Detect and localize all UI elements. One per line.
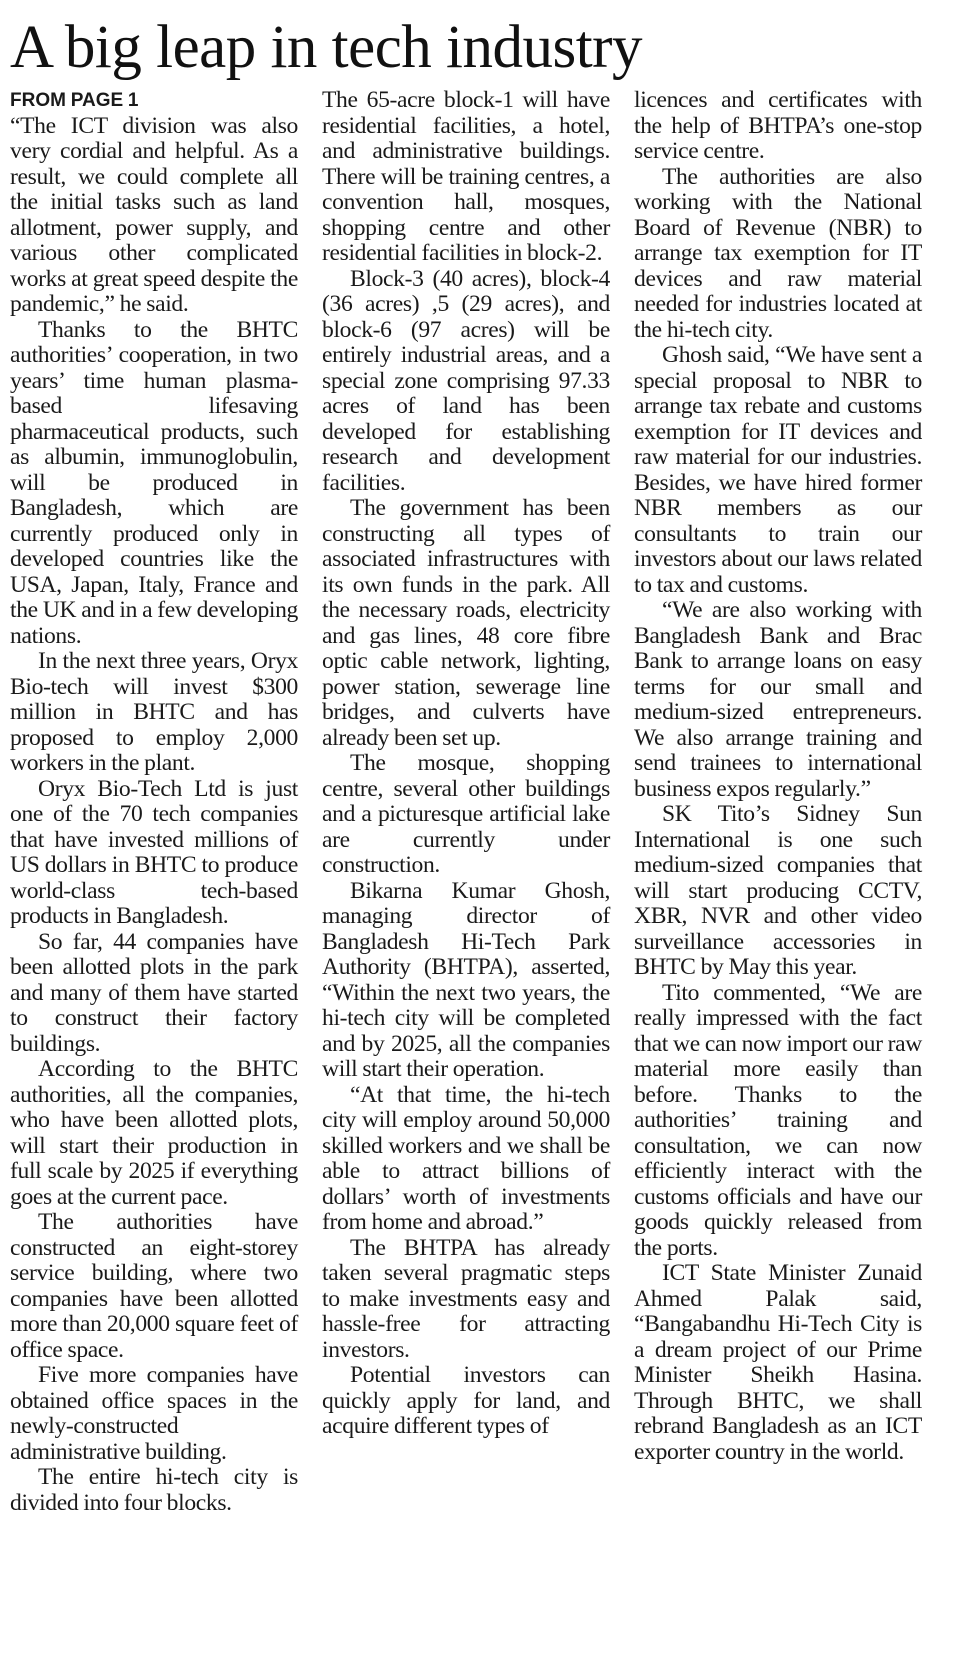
paragraph: Tito commented, “We are really impressed with the fact that we can now import our raw material more easily than before. Thanks to the authorities’ training and consultation, we can now efficiently interact with the customs officials and have our goods quickly released from the ports. <box>634 979 922 1261</box>
paragraph: “We are also working with Bangladesh Bank and Brac Bank to arrange loans on easy terms for our small and medium-sized entrepreneurs. We also arrange training and send trainees to international business expos regularly.” <box>634 597 922 802</box>
paragraph: ICT State Minister Zunaid Ahmed Palak said, “Bangabandhu Hi-Tech City is a dream project of our Prime Minister Sheikh Hasina. Through BHTC, we shall rebrand Bangladesh as an ICT exporter country in the world. <box>634 1260 922 1465</box>
paragraph: The entire hi-tech city is divided into four blocks. <box>10 1464 298 1516</box>
paragraph: Thanks to the BHTC authorities’ cooperation, in two years’ time human plasma-based lifesaving pharmaceutical products, such as albumin, immunoglobulin, will be produced in Bangladesh, which are currently produced only in developed countries like the USA, Japan, Italy, France and the UK and in a few developing nations. <box>10 316 298 649</box>
paragraph: The government has been constructing all types of associated infrastructures with its own funds in the park. All the necessary roads, electricity and gas lines, 48 core fibre optic cable network, lighting, power station, sewerage line bridges, and culverts have already been set up. <box>322 495 610 751</box>
paragraph: So far, 44 companies have been allotted plots in the park and many of them have started to construct their factory buildings. <box>10 928 298 1057</box>
paragraph: Ghosh said, “We have sent a special proposal to NBR to arrange tax rebate and customs exemption for IT devices and raw material for our industries. Besides, we have hired former NBR members as our consultants to train our investors about our laws related to tax and customs. <box>634 342 922 598</box>
article-column-2 <box>322 88 610 1440</box>
paragraph: Potential investors can quickly apply for land, and acquire different types of <box>322 1362 610 1439</box>
paragraph: In the next three years, Oryx Bio-tech will invest $300 million in BHTC and has proposed to employ 2,000 workers in the plant. <box>10 648 298 776</box>
article-column-3 <box>634 88 922 1465</box>
dateline: FROM PAGE 1 <box>10 90 139 111</box>
paragraph: “The ICT division was also very cordial and helpful. As a result, we could complete all the initial tasks such as land allotment, power supply, and various other complicated works at great speed despite the pandemic,” he said. <box>10 112 298 317</box>
paragraph: The authorities have constructed an eight-storey service building, where two companies have been allotted more than 20,000 square feet of office space. <box>10 1209 298 1363</box>
paragraph: licences and certificates with the help of BHTPA’s one-stop service centre. <box>634 87 922 164</box>
paragraph: The mosque, shopping centre, several other buildings and a picturesque artificial lake are currently under construction. <box>322 750 610 878</box>
paragraph: Five more companies have obtained office spaces in the newly-constructed administrative building. <box>10 1362 298 1465</box>
paragraph: According to the BHTC authorities, all the companies, who have been allotted plots, will start their production in full scale by 2025 if everything goes at the current pace. <box>10 1056 298 1210</box>
paragraph: Block-3 (40 acres), block-4 (36 acres) ,5 (29 acres), and block-6 (97 acres) will be entirely industrial areas, and a special zone comprising 97.33 acres of land has been developed for establishing research and development facilities. <box>322 265 610 496</box>
article-column-1 <box>10 88 298 1516</box>
paragraph: SK Tito’s Sidney Sun International is one such medium-sized companies that will start producing CCTV, XBR, NVR and other video surveillance accessories in BHTC by May this year. <box>634 801 922 980</box>
headline: A big leap in tech industry <box>10 14 642 81</box>
paragraph: Bikarna Kumar Ghosh, managing director of Bangladesh Hi-Tech Park Authority (BHTPA), asserted, “Within the next two years, the hi-tech city will be completed and by 2025, all the companies will start their operation. <box>322 877 610 1082</box>
paragraph: “At that time, the hi-tech city will employ around 50,000 skilled workers and we shall be able to attract billions of dollars’ worth of investments from home and abroad.” <box>322 1081 610 1235</box>
paragraph: Oryx Bio-Tech Ltd is just one of the 70 tech companies that have invested millions of US dollars in BHTC to produce world-class tech-based products in Bangladesh. <box>10 775 298 929</box>
paragraph: The BHTPA has already taken several pragmatic steps to make investments easy and hassle-free for attracting investors. <box>322 1234 610 1363</box>
paragraph: The 65-acre block-1 will have residential facilities, a hotel, and administrative buildings. There will be training centres, a convention hall, mosques, shopping centre and other residential facilities in block-2. <box>322 87 610 266</box>
paragraph: The authorities are also working with the National Board of Revenue (NBR) to arrange tax exemption for IT devices and raw material needed for industries located at the hi-tech city. <box>634 163 922 343</box>
